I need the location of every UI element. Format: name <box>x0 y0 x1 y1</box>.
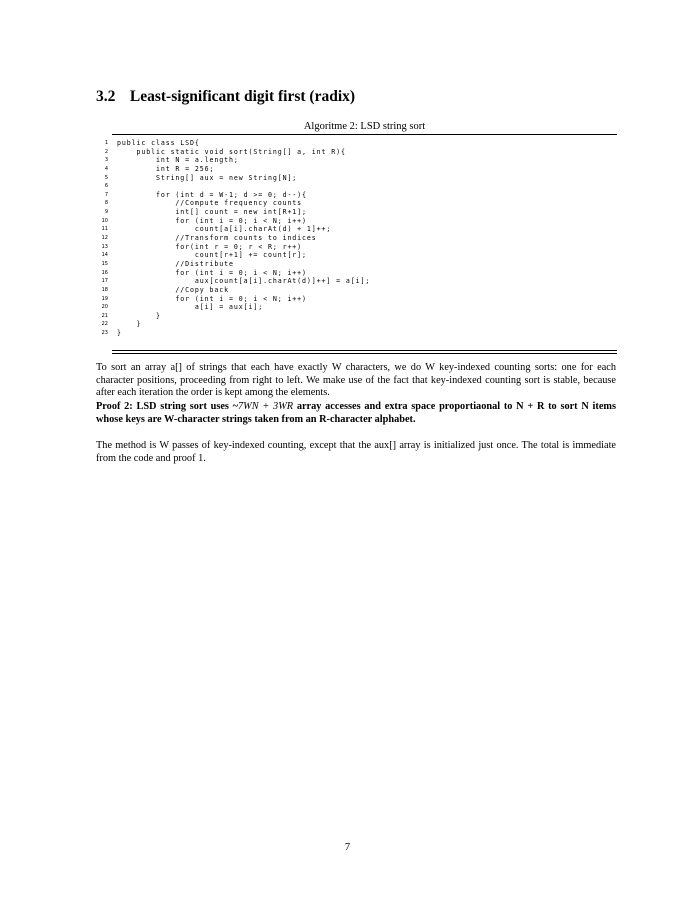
code-text: public class LSD{ <box>117 139 200 147</box>
code-line <box>100 139 620 148</box>
code-text: aux[count[a[i].charAt(d)]++] = a[i]; <box>117 277 371 286</box>
code-line <box>100 320 620 329</box>
code-line <box>100 191 620 200</box>
code-text: for (int d = W-1; d >= 0; d--){ <box>117 190 307 199</box>
line-number: 7 <box>104 191 108 198</box>
line-number: 16 <box>101 269 108 276</box>
proof-lead: Proof 2: LSD string sort uses ~ <box>96 401 239 412</box>
line-number: 3 <box>104 157 108 164</box>
top-rule <box>112 134 617 135</box>
code-text: //Transform counts to indices <box>117 234 317 243</box>
code-line <box>100 156 620 165</box>
code-line <box>100 234 620 243</box>
code-text: for(int r = 0; r < R; r++) <box>117 242 303 251</box>
code-text: //Distribute <box>117 259 234 268</box>
bottom-rule-2 <box>112 353 617 354</box>
line-number: 13 <box>101 243 108 250</box>
code-line <box>100 182 620 191</box>
line-number: 11 <box>101 226 108 233</box>
line-number: 22 <box>101 321 108 328</box>
code-text: count[a[i].charAt(d) + 1]++; <box>117 225 332 234</box>
paragraph-method: The method is W passes of key-indexed counting, except that the aux[] array is initialized just once. The total is immediate from the code and proof 1. <box>96 440 616 464</box>
code-line <box>100 208 620 217</box>
code-text: //Compute frequency counts <box>117 199 303 208</box>
proof-rest: array accesses and extra space proportiaonal to N + R to sort N items whose keys are W-character strings taken from an R-character alphabet. <box>96 401 616 425</box>
line-number: 6 <box>104 183 108 190</box>
line-number: 23 <box>101 330 108 337</box>
line-number: 4 <box>104 165 108 172</box>
code-text: public static void sort(String[] a, int R){ <box>117 147 346 156</box>
code-text: for (int i = 0; i < N; i++) <box>117 294 307 303</box>
code-text: for (int i = 0; i < N; i++) <box>117 268 307 277</box>
code-line <box>100 251 620 260</box>
code-line <box>100 277 620 286</box>
code-text: count[r+1] += count[r]; <box>117 251 307 260</box>
code-line <box>100 243 620 252</box>
code-text: } <box>117 329 122 338</box>
line-number: 8 <box>104 200 108 207</box>
line-number: 15 <box>101 260 108 267</box>
page-number: 7 <box>344 842 351 853</box>
section-title: Least-significant digit first (radix) <box>129 88 356 105</box>
code-line <box>100 165 620 174</box>
line-number: 5 <box>104 174 108 181</box>
line-number: 14 <box>101 252 108 259</box>
code-text: } <box>117 320 142 329</box>
bottom-rule-1 <box>112 350 617 351</box>
code-line <box>100 329 620 338</box>
code-line <box>100 312 620 321</box>
code-text: int N = a.length; <box>117 156 239 165</box>
line-number: 9 <box>104 209 108 216</box>
line-number: 2 <box>104 148 108 155</box>
code-listing <box>100 139 620 338</box>
code-text: int R = 256; <box>117 164 215 173</box>
line-number: 12 <box>101 235 108 242</box>
code-line <box>100 269 620 278</box>
line-number: 20 <box>101 304 108 311</box>
code-line <box>100 199 620 208</box>
code-line <box>100 303 620 312</box>
proof-formula: 7WN + 3WR <box>238 401 294 412</box>
line-number: 19 <box>101 295 108 302</box>
code-text: a[i] = aux[i]; <box>117 303 264 312</box>
code-line <box>100 174 620 183</box>
proof-statement <box>96 401 616 426</box>
section-number: 3.2 <box>96 88 116 105</box>
code-text: //Copy back <box>117 285 230 294</box>
code-line <box>100 286 620 295</box>
paragraph-description: To sort an array a[] of strings that each have exactly W characters, we do W key-indexed counting sorts: one for each character positions, proceeding from right to left. We make use of the fact that key-indexed counting sort is stable, because after each iteration the order is kept among the elements. <box>96 362 616 399</box>
line-number: 17 <box>101 278 108 285</box>
code-line <box>100 217 620 226</box>
code-text: int[] count = new int[R+1]; <box>117 208 307 217</box>
section-heading <box>96 88 355 106</box>
algorithm-caption: Algoritme 2: LSD string sort <box>303 121 426 132</box>
line-number: 10 <box>101 217 108 224</box>
line-number: 21 <box>101 312 108 319</box>
code-line <box>100 260 620 269</box>
code-line <box>100 295 620 304</box>
code-text: } <box>117 311 161 320</box>
code-text: String[] aux = new String[N]; <box>117 173 298 182</box>
line-number: 18 <box>101 286 108 293</box>
code-line <box>100 225 620 234</box>
code-text: for (int i = 0; i < N; i++) <box>117 216 307 225</box>
code-line <box>100 148 620 157</box>
line-number: 1 <box>104 140 108 146</box>
